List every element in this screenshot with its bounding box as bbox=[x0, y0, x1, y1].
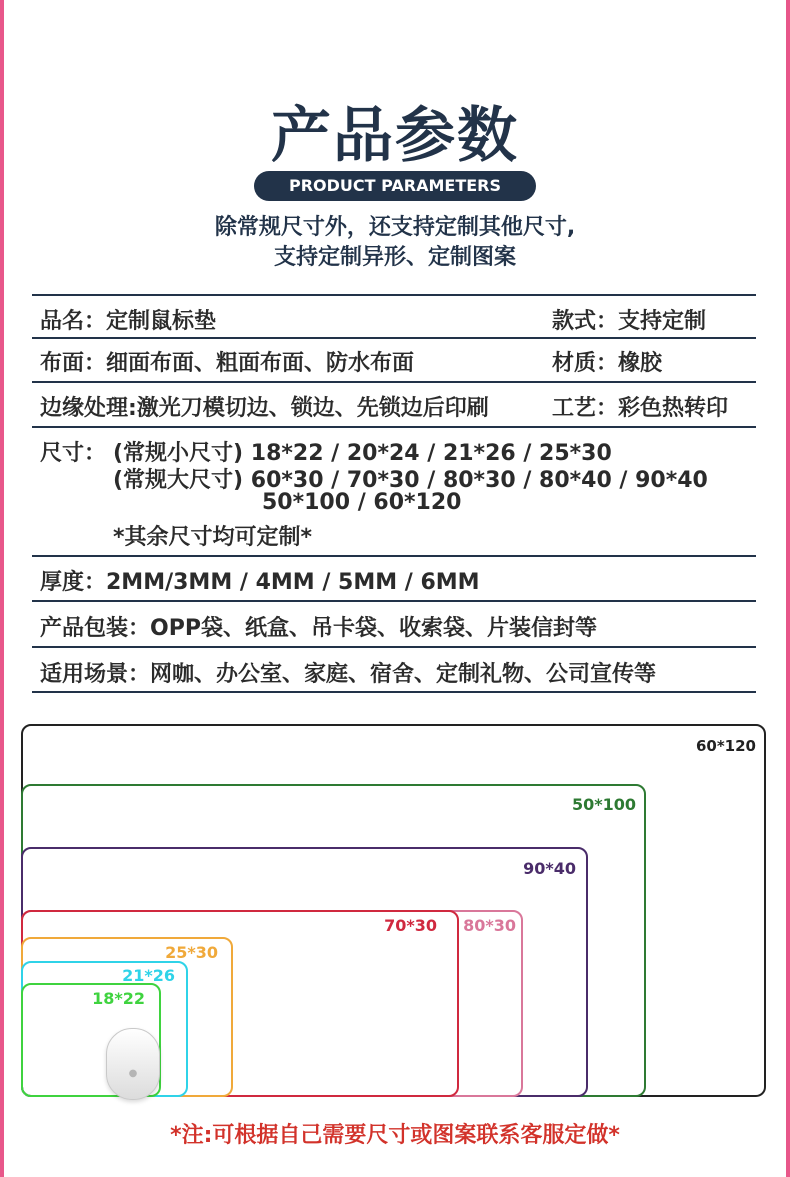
size-label-25x30: 25*30 bbox=[165, 943, 218, 962]
size-label-50x100: 50*100 bbox=[571, 795, 636, 814]
param-material: 材质：橡胶 bbox=[552, 351, 663, 376]
intro-line-1: 除常规尺寸外，还支持定制其他尺寸, bbox=[214, 215, 576, 240]
subtitle-badge: PRODUCT PARAMETERS bbox=[254, 171, 536, 201]
size-label-90x40: 90*40 bbox=[523, 859, 576, 878]
custom-order-note: *注:可根据自己需要尺寸或图案联系客服定做* bbox=[170, 1123, 620, 1148]
param-scenes: 适用场景：网咖、办公室、家庭、宿舍、定制礼物、公司宣传等 bbox=[40, 662, 657, 687]
param-packaging: 产品包装：OPP袋、纸盒、吊卡袋、收索袋、片装信封等 bbox=[40, 616, 597, 641]
apple-logo-icon: ● bbox=[128, 1068, 138, 1079]
mouse-icon bbox=[106, 1028, 160, 1100]
size-label-60x120: 60*120 bbox=[695, 737, 756, 755]
param-style: 款式：支持定制 bbox=[552, 309, 707, 334]
param-size-note: *其余尺寸均可定制* bbox=[113, 525, 313, 550]
param-size-label: 尺寸： bbox=[40, 441, 107, 466]
param-size-large: (常规大尺寸) 60*30 / 70*30 / 80*30 / 80*40 / 90*40 bbox=[113, 468, 708, 493]
param-size-small: (常规小尺寸) 18*22 / 20*24 / 21*26 / 25*30 bbox=[113, 441, 612, 466]
intro-line-2: 支持定制异形、定制图案 bbox=[273, 245, 516, 270]
param-thickness: 厚度：2MM/3MM / 4MM / 5MM / 6MM bbox=[40, 570, 480, 595]
size-label-80x30: 80*30 bbox=[463, 916, 516, 935]
param-craft: 工艺：彩色热转印 bbox=[552, 396, 729, 421]
size-label-21x26: 21*26 bbox=[122, 966, 175, 985]
param-fabric: 布面：细面布面、粗面布面、防水布面 bbox=[40, 351, 415, 376]
param-name: 品名：定制鼠标垫 bbox=[40, 309, 217, 334]
size-label-70x30: 70*30 bbox=[384, 916, 437, 935]
size-label-18x22: 18*22 bbox=[92, 989, 145, 1008]
param-size-large-2: 50*100 / 60*120 bbox=[262, 490, 462, 515]
param-edge: 边缘处理:激光刀模切边、锁边、先锁边后印刷 bbox=[40, 396, 489, 421]
page-title: 产品参数 bbox=[271, 101, 519, 171]
